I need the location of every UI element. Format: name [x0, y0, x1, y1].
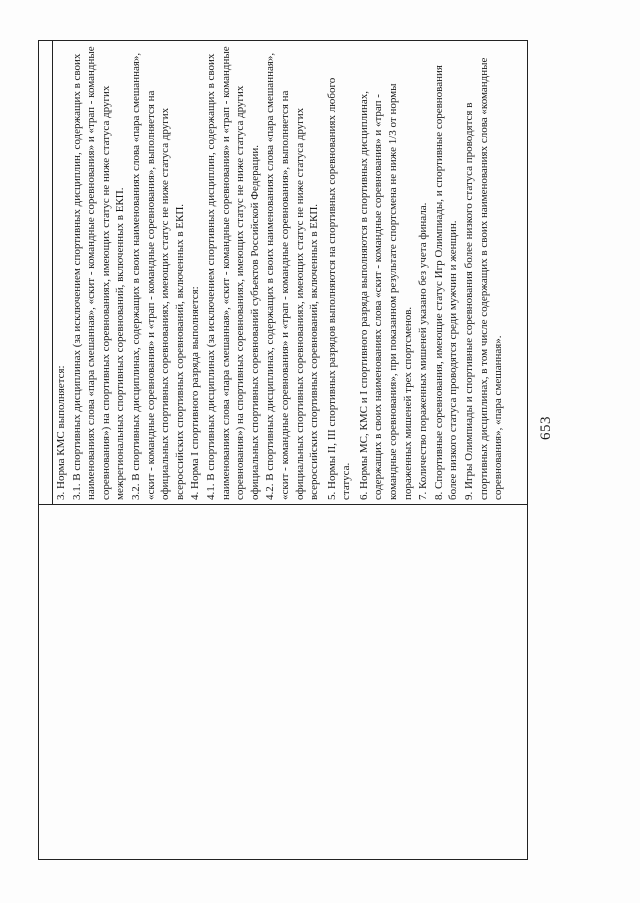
- note-paragraph: 3.1. В спортивных дисциплинах (за исключением спортивных дисциплин, содержащих в своих наименованиях слова «пара смешанная», «скит - командные соревнования» и «трап - командные соревнования») на спортивных соревнованиях, имеющих статус не ниже статуса других межрегиональных спортивных соревнований, включенных в ЕКП.: [70, 46, 127, 500]
- note-paragraph: 8. Спортивные соревнования, имеющие статус Игр Олимпиады, и спортивные соревнования более низкого статуса проводятся среди мужчин и женщин.: [432, 65, 460, 500]
- notes-cell: [54, 45, 524, 500]
- note-paragraph: 9. Игры Олимпиады и спортивные соревнования более низкого статуса проводятся в спортивных дисциплинах, в том числе содержащих в своих наименованиях слова «командные соревнования», «пара смешанная».: [463, 57, 505, 500]
- note-paragraph: 5. Нормы II, III спортивных разрядов выполняются на спортивных соревнованиях любого статуса.: [325, 77, 353, 500]
- page-number: 653: [538, 416, 554, 440]
- note-paragraph: 4.2. В спортивных дисциплинах, содержащих в своих наименованиях слова «пара смешанная», «скит - командные соревнования» и «трап - командные соревнования», выполняется на официальных спортивных соревнованиях, имеющих статус не ниже статуса других всероссийских спортивных соревнований, включенных в ЕКП.: [264, 52, 321, 500]
- note-paragraph: 3. Норма КМС выполняется:: [55, 365, 67, 500]
- row-divider: [52, 40, 53, 505]
- notes-table: [38, 40, 528, 860]
- rotated-content: [38, 40, 598, 860]
- note-paragraph: 4. Норма I спортивного разряда выполняется:: [189, 286, 202, 500]
- note-paragraph: 7. Количество пораженных мишеней указано без учета финала.: [417, 202, 430, 500]
- note-paragraph: 3.2. В спортивных дисциплинах, содержащих в своих наименованиях слова «пара смешанная», «скит - командные соревнования» и «трап - командные соревнования», выполняется на официальных спортивных соревнованиях, имеющих статус не ниже статуса других всероссийских спортивных соревнований, включенных в ЕКП.: [129, 52, 186, 500]
- note-paragraph: 6. Нормы МС, КМС и I спортивного разряда выполняются в спортивных дисциплинах, содержащих в своих наименованиях слова «скит - командные соревнования» и «трап - командные соревнования», при показанном результате спортсмена не ниже 1/3 от нормы пораженных мишеней трех спортсменов.: [357, 83, 414, 500]
- note-paragraph: 4.1. В спортивных дисциплинах (за исключением спортивных дисциплин, содержащих в своих наименованиях слова «пара смешанная», «скит - командные соревнования» и «трап - командные соревнования») на спортивных соревнованиях, имеющих статус не ниже статуса других официальных спортивных соревнований субъектов Российской Федерации.: [204, 46, 261, 500]
- column-divider: [38, 504, 528, 505]
